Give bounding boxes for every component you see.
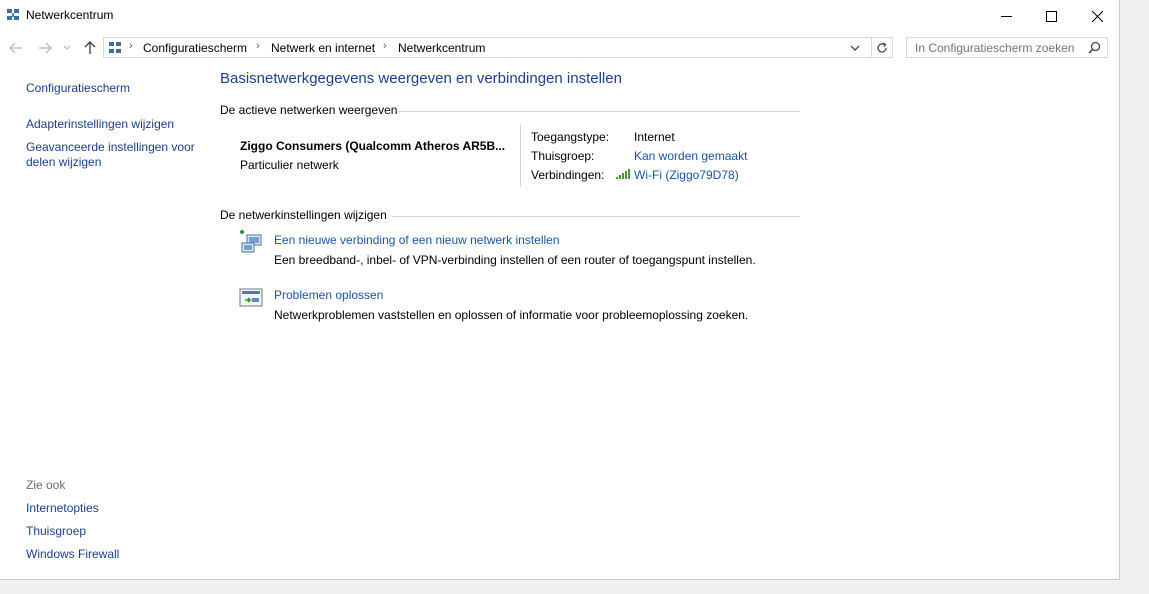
close-icon <box>1092 11 1103 22</box>
sidebar-link-homegroup[interactable]: Thuisgroep <box>26 524 87 538</box>
chevron-down-icon <box>850 45 860 51</box>
control-panel-icon <box>108 41 122 55</box>
page-title: Basisnetwerkgegevens weergeven en verbindingen instellen <box>220 70 622 87</box>
arrow-left-icon <box>9 42 23 54</box>
chevron-down-icon <box>63 45 71 51</box>
new-connection-icon <box>238 230 264 256</box>
title-bar <box>0 0 1119 32</box>
network-divider <box>520 124 521 187</box>
search-box <box>906 37 1108 58</box>
breadcrumb-control-panel[interactable]: Configuratiescherm <box>143 41 248 55</box>
maximize-button[interactable] <box>1028 0 1074 32</box>
setup-new-connection-link[interactable]: Een nieuwe verbinding of een nieuw netwerk instellen <box>274 233 560 247</box>
sidebar-link-advanced-line2: delen wijzigen <box>26 155 102 169</box>
up-button[interactable] <box>81 36 99 60</box>
wifi-connection-link[interactable]: Wi-Fi (Ziggo79D78) <box>634 168 739 182</box>
sidebar-link-internet-options[interactable]: Internetopties <box>26 501 99 515</box>
arrow-right-icon <box>38 42 52 54</box>
troubleshoot-link[interactable]: Problemen oplossen <box>274 288 384 302</box>
minimize-icon <box>1001 11 1012 22</box>
network-center-icon <box>6 8 20 22</box>
access-type-label: Toegangstype: <box>531 130 610 144</box>
homegroup-link[interactable]: Kan worden gemaakt <box>634 149 748 163</box>
address-dropdown-button[interactable] <box>846 39 864 57</box>
sidebar-link-advanced-sharing[interactable] <box>26 140 195 170</box>
section-divider <box>392 216 800 217</box>
search-icon[interactable] <box>1088 41 1101 54</box>
back-button[interactable] <box>7 36 25 60</box>
setup-new-connection-description: Een breedband-, inbel- of VPN-verbinding instellen of een router of toegangspunt instellen. <box>274 253 756 267</box>
address-bar[interactable] <box>103 37 893 58</box>
wifi-signal-icon <box>616 169 630 179</box>
recent-locations-button[interactable] <box>60 36 74 60</box>
breadcrumb-network-internet[interactable]: Netwerk en internet <box>271 41 376 55</box>
search-input[interactable] <box>907 38 1090 57</box>
change-settings-heading: De netwerkinstellingen wijzigen <box>220 208 387 222</box>
refresh-icon <box>876 42 888 54</box>
forward-button[interactable] <box>36 36 54 60</box>
refresh-button[interactable] <box>871 38 892 57</box>
arrow-up-icon <box>84 41 96 55</box>
breadcrumb-separator-icon: › <box>256 40 260 52</box>
sidebar-link-advanced-line1: Geavanceerde instellingen voor <box>26 140 195 154</box>
network-name: Ziggo Consumers (Qualcomm Atheros AR5B... <box>240 139 506 153</box>
close-button[interactable] <box>1074 0 1120 32</box>
window-title: Netwerkcentrum <box>26 8 114 22</box>
connections-label: Verbindingen: <box>531 168 605 182</box>
see-also-heading: Zie ook <box>26 478 66 492</box>
minimize-button[interactable] <box>983 0 1029 32</box>
breadcrumb-separator-icon: › <box>129 40 133 52</box>
troubleshoot-icon <box>238 286 264 312</box>
troubleshoot-description: Netwerkproblemen vaststellen en oplossen of informatie voor probleemoplossing zoeken. <box>274 308 749 322</box>
sidebar-link-adapter-settings[interactable]: Adapterinstellingen wijzigen <box>26 117 175 131</box>
sidebar-link-windows-firewall[interactable]: Windows Firewall <box>26 547 120 561</box>
access-type-value: Internet <box>634 130 675 144</box>
maximize-icon <box>1046 11 1057 22</box>
section-divider <box>398 111 800 112</box>
network-type: Particulier netwerk <box>240 158 339 172</box>
navigation-bar <box>0 36 1119 60</box>
breadcrumb-network-center[interactable]: Netwerkcentrum <box>398 41 486 55</box>
breadcrumb-separator-icon: › <box>383 40 387 52</box>
sidebar-link-control-panel[interactable]: Configuratiescherm <box>26 81 131 95</box>
active-networks-heading: De actieve netwerken weergeven <box>220 103 398 117</box>
homegroup-label: Thuisgroep: <box>531 149 595 163</box>
